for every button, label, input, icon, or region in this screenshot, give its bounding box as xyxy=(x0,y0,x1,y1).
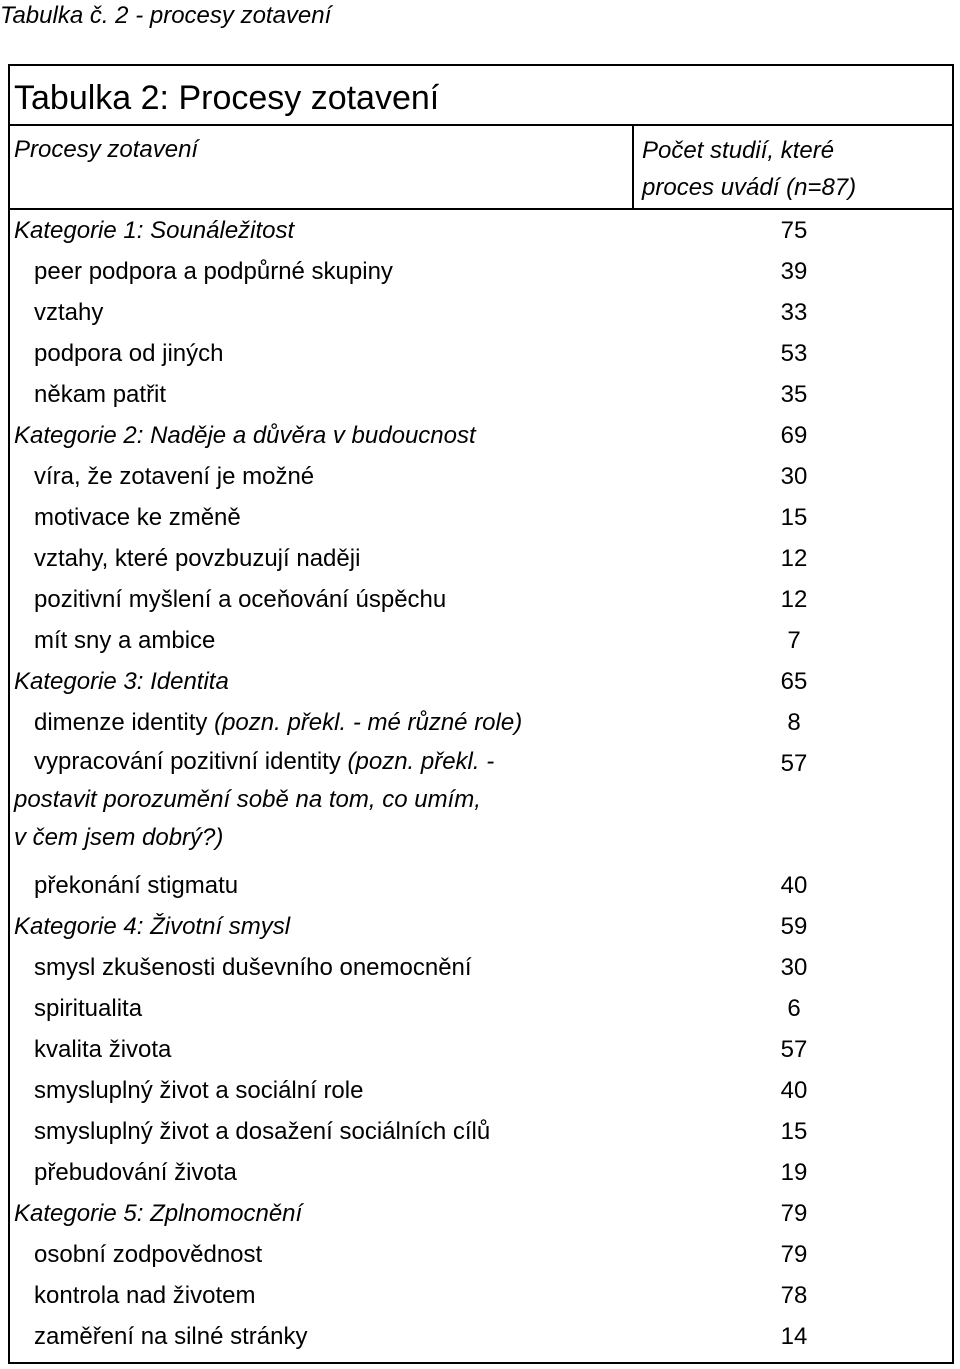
table-row xyxy=(10,620,952,661)
column-header-study-count-line2: proces uvádí (n=87) xyxy=(642,174,857,201)
row-label: smysluplný život a sociální role xyxy=(34,1077,364,1104)
table-row xyxy=(10,743,952,865)
row-label: kvalita života xyxy=(34,1036,172,1063)
row-label xyxy=(14,743,495,857)
row-label: mít sny a ambice xyxy=(34,627,216,654)
row-label-main: vypracování pozitivní identity xyxy=(34,748,348,775)
row-count: 75 xyxy=(780,217,808,244)
row-label: někam patřit xyxy=(34,381,167,408)
table-row xyxy=(10,1070,952,1111)
row-count: 19 xyxy=(780,1159,808,1186)
row-count: 15 xyxy=(780,1118,808,1145)
table-row xyxy=(10,579,952,620)
row-label: pozitivní myšlení a oceňování úspěchu xyxy=(34,586,447,613)
column-header-study-count xyxy=(642,132,856,206)
table-row xyxy=(10,1111,952,1152)
translator-note-line3: v čem jsem dobrý?) xyxy=(14,824,224,851)
row-label: Kategorie 3: Identita xyxy=(14,668,229,695)
row-count: 35 xyxy=(780,381,808,408)
table-row-category xyxy=(10,1193,952,1234)
row-label: Kategorie 4: Životní smysl xyxy=(14,913,291,940)
table-body xyxy=(10,210,952,1357)
row-count: 78 xyxy=(780,1282,808,1309)
table-row xyxy=(10,251,952,292)
table-row xyxy=(10,865,952,906)
row-label: osobní zodpovědnost xyxy=(34,1241,263,1268)
table-title: Tabulka 2: Procesy zotavení xyxy=(14,79,440,117)
row-label: překonání stigmatu xyxy=(34,872,239,899)
recovery-processes-table xyxy=(8,64,954,1364)
table-row xyxy=(10,1316,952,1357)
row-count: 79 xyxy=(780,1200,808,1227)
table-row xyxy=(10,292,952,333)
column-header-processes: Procesy zotavení xyxy=(14,136,199,163)
column-header-study-count-line1: Počet studií, které xyxy=(642,137,835,164)
row-label-main: dimenze identity xyxy=(34,709,215,736)
table-row-category xyxy=(10,210,952,251)
row-count: 79 xyxy=(780,1241,808,1268)
row-count: 12 xyxy=(780,545,808,572)
row-label xyxy=(34,702,522,743)
row-count: 69 xyxy=(780,422,808,449)
row-label: zaměření na silné stránky xyxy=(34,1323,308,1350)
column-divider xyxy=(632,126,634,210)
row-count: 40 xyxy=(780,1077,808,1104)
row-count: 57 xyxy=(780,750,808,777)
row-count: 15 xyxy=(780,504,808,531)
row-count: 30 xyxy=(780,463,808,490)
row-label: přebudování života xyxy=(34,1159,237,1186)
document-caption: Tabulka č. 2 - procesy zotavení xyxy=(0,2,332,29)
row-label: spiritualita xyxy=(34,995,143,1022)
row-label: Kategorie 1: Sounáležitost xyxy=(14,217,295,244)
translator-note-line2: postavit porozumění sobě na tom, co umím, xyxy=(14,786,481,813)
row-label: vztahy xyxy=(34,299,104,326)
row-label: kontrola nad životem xyxy=(34,1282,256,1309)
table-row xyxy=(10,1275,952,1316)
table-row xyxy=(10,497,952,538)
row-count: 65 xyxy=(780,668,808,695)
row-label: Kategorie 2: Naděje a důvěra v budoucnost xyxy=(14,422,476,449)
translator-note: (pozn. překl. - mé různé role) xyxy=(214,709,523,736)
table-row-category xyxy=(10,661,952,702)
row-count: 40 xyxy=(780,872,808,899)
row-label: podpora od jiných xyxy=(34,340,224,367)
table-row xyxy=(10,456,952,497)
row-count: 53 xyxy=(780,340,808,367)
row-count: 59 xyxy=(780,913,808,940)
row-count: 12 xyxy=(780,586,808,613)
table-row xyxy=(10,333,952,374)
row-count: 30 xyxy=(780,954,808,981)
table-row xyxy=(10,988,952,1029)
row-count: 8 xyxy=(787,709,801,736)
row-count: 33 xyxy=(780,299,808,326)
row-label: smysl zkušenosti duševního onemocnění xyxy=(34,954,472,981)
row-count: 39 xyxy=(780,258,808,285)
translator-note: (pozn. překl. - xyxy=(347,748,495,775)
row-label: Kategorie 5: Zplnomocnění xyxy=(14,1200,303,1227)
row-count: 6 xyxy=(787,995,801,1022)
row-label: víra, že zotavení je možné xyxy=(34,463,315,490)
table-row-category xyxy=(10,415,952,456)
row-label: motivace ke změně xyxy=(34,504,241,531)
row-count: 14 xyxy=(780,1323,808,1350)
table-row xyxy=(10,1152,952,1193)
table-row xyxy=(10,374,952,415)
row-label: vztahy, které povzbuzují naději xyxy=(34,545,361,572)
table-row xyxy=(10,1234,952,1275)
row-label: smysluplný život a dosažení sociálních cílů xyxy=(34,1118,491,1145)
row-label: peer podpora a podpůrné skupiny xyxy=(34,258,393,285)
row-count: 57 xyxy=(780,1036,808,1063)
row-count: 7 xyxy=(787,627,801,654)
table-row xyxy=(10,538,952,579)
table-row xyxy=(10,702,952,743)
table-row xyxy=(10,1029,952,1070)
table-row xyxy=(10,947,952,988)
table-header-row xyxy=(10,126,952,210)
table-title-row xyxy=(10,66,952,126)
table-row-category xyxy=(10,906,952,947)
